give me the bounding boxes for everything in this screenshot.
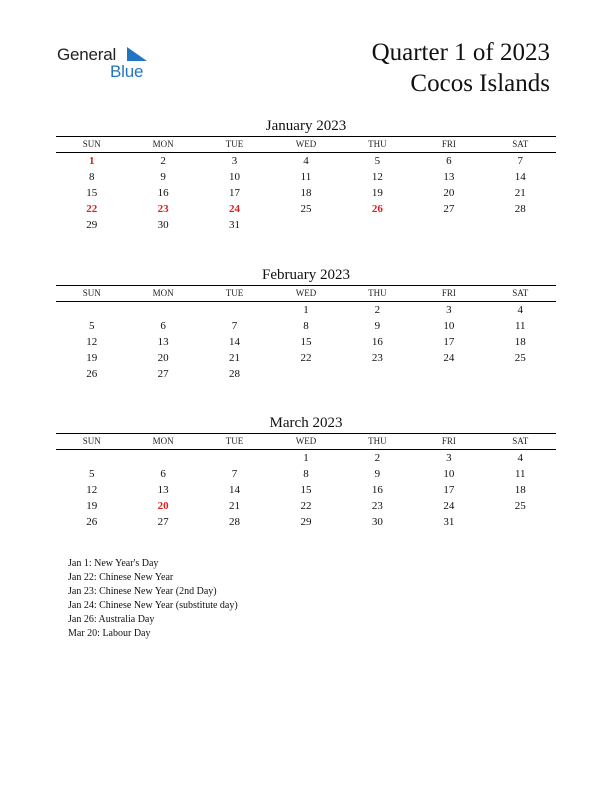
date-cell: 18: [514, 336, 526, 348]
date-cell: 21: [229, 352, 241, 364]
date-cell: 3: [446, 452, 452, 464]
date-cell: 24: [443, 500, 455, 512]
weekday-header: WED: [295, 436, 317, 446]
month-title: March 2023: [269, 415, 343, 431]
week-row: [56, 153, 556, 169]
holiday-date-cell: 23: [157, 203, 169, 215]
date-cell: 21: [229, 500, 241, 512]
date-cell: 27: [443, 203, 455, 215]
date-cell: 12: [86, 484, 98, 496]
date-cell: [56, 302, 127, 318]
date-cell: 16: [371, 484, 383, 496]
date-cell: 5: [374, 155, 381, 167]
date-cell: 17: [443, 484, 455, 496]
date-cell: [485, 514, 556, 530]
date-cell: 2: [374, 452, 381, 464]
date-cell: [199, 302, 270, 318]
date-cell: 22: [300, 500, 312, 512]
weekday-header: TUE: [225, 436, 244, 446]
weekday-header: THU: [368, 139, 387, 149]
weekday-header: SUN: [82, 139, 101, 149]
holiday-date-cell: 24: [229, 203, 241, 215]
date-cell: [127, 302, 198, 318]
date-cell: 8: [303, 320, 309, 332]
month-calendar-march: [56, 413, 556, 530]
date-cell: [199, 450, 270, 466]
date-cell: 19: [371, 187, 383, 199]
date-cell: 29: [300, 516, 312, 528]
holiday-date-cell: 20: [157, 500, 169, 512]
date-cell: 4: [303, 155, 309, 167]
weekday-header-row: [56, 286, 556, 302]
week-row: [56, 185, 556, 201]
holiday-date-cell: 22: [86, 203, 98, 215]
weekday-header: SUN: [82, 436, 101, 446]
date-cell: 1: [303, 452, 309, 464]
date-cell: 7: [231, 468, 238, 480]
month-calendar-january: [56, 116, 556, 233]
date-cell: [56, 450, 127, 466]
weekday-header: MON: [152, 436, 174, 446]
calendar-grid: [56, 433, 556, 530]
weekday-header: SAT: [512, 436, 529, 446]
holiday-item: Jan 26: Australia Day: [68, 614, 155, 626]
weekday-header: TUE: [225, 288, 244, 298]
date-cell: 3: [231, 155, 238, 167]
date-cell: 26: [86, 368, 98, 380]
date-cell: [485, 366, 556, 382]
date-cell: 12: [86, 336, 98, 348]
date-cell: [485, 217, 556, 233]
date-cell: 31: [443, 516, 455, 528]
date-cell: 8: [88, 171, 95, 183]
date-cell: 16: [371, 336, 383, 348]
date-cell: 7: [231, 320, 238, 332]
date-cell: 5: [88, 468, 95, 480]
date-cell: [342, 217, 413, 233]
weekday-header: THU: [368, 288, 387, 298]
weekday-header-row: [56, 434, 556, 450]
date-cell: 7: [517, 155, 523, 167]
week-row: [56, 169, 556, 185]
date-cell: 10: [443, 320, 455, 332]
week-row: [56, 366, 556, 382]
date-cell: 5: [88, 320, 95, 332]
date-cell: 30: [371, 516, 383, 528]
month-title: February 2023: [262, 267, 350, 283]
weekday-header: TUE: [225, 139, 244, 149]
weekday-header: SUN: [82, 288, 101, 298]
date-cell: 10: [229, 171, 241, 183]
header: [372, 37, 550, 99]
logo-text-general: General: [57, 45, 117, 64]
date-cell: 4: [517, 452, 523, 464]
date-cell: 21: [514, 187, 526, 199]
date-cell: 6: [160, 320, 166, 332]
date-cell: 13: [157, 484, 169, 496]
date-cell: 15: [86, 187, 98, 199]
week-row: [56, 482, 556, 498]
date-cell: 9: [374, 468, 381, 480]
date-cell: 11: [300, 171, 312, 183]
date-cell: 30: [157, 219, 169, 231]
date-cell: 20: [443, 187, 455, 199]
week-row: [56, 350, 556, 366]
date-cell: 23: [371, 500, 383, 512]
date-cell: 25: [514, 500, 526, 512]
holiday-item: Mar 20: Labour Day: [68, 628, 151, 640]
date-cell: 6: [446, 155, 452, 167]
weekday-header-row: [56, 137, 556, 153]
date-cell: 22: [300, 352, 312, 364]
date-cell: 11: [514, 320, 526, 332]
date-cell: 14: [229, 484, 241, 496]
weekday-header: THU: [368, 436, 387, 446]
date-cell: 27: [157, 368, 169, 380]
date-cell: 9: [160, 171, 166, 183]
date-cell: 28: [514, 203, 526, 215]
date-cell: 14: [229, 336, 241, 348]
weekday-header: WED: [295, 139, 317, 149]
weekday-header: FRI: [441, 139, 456, 149]
date-cell: [413, 217, 484, 233]
calendar-grid: [56, 136, 556, 233]
date-cell: 25: [300, 203, 312, 215]
date-cell: 2: [374, 304, 381, 316]
date-cell: 17: [443, 336, 455, 348]
weekday-header: MON: [152, 288, 174, 298]
date-cell: [413, 366, 484, 382]
date-cell: [342, 366, 413, 382]
month-calendar-february: [56, 265, 556, 382]
date-cell: 2: [160, 155, 166, 167]
date-cell: 10: [443, 468, 455, 480]
date-cell: 18: [514, 484, 526, 496]
date-cell: 28: [229, 368, 241, 380]
date-cell: 15: [300, 484, 312, 496]
date-cell: 3: [446, 304, 452, 316]
date-cell: 19: [86, 352, 98, 364]
page-subtitle: Cocos Islands: [410, 70, 550, 97]
date-cell: 29: [86, 219, 98, 231]
calendar-grid: [56, 285, 556, 382]
date-cell: 25: [514, 352, 526, 364]
weekday-header: MON: [152, 139, 174, 149]
logo-text-blue: Blue: [110, 62, 144, 81]
week-row: [56, 514, 556, 530]
date-cell: [270, 217, 341, 233]
date-cell: 12: [371, 171, 383, 183]
date-cell: 19: [86, 500, 98, 512]
week-row: [56, 201, 556, 217]
date-cell: 26: [86, 516, 98, 528]
date-cell: 24: [443, 352, 455, 364]
holiday-date-cell: 26: [371, 203, 383, 215]
week-row: [56, 302, 556, 318]
week-row: [56, 450, 556, 466]
date-cell: 16: [157, 187, 169, 199]
weekday-header: FRI: [441, 436, 456, 446]
date-cell: 20: [157, 352, 169, 364]
holiday-item: Jan 1: New Year's Day: [68, 558, 159, 569]
week-row: [56, 334, 556, 350]
date-cell: 6: [160, 468, 166, 480]
date-cell: 4: [517, 304, 523, 316]
date-cell: 31: [229, 219, 241, 231]
date-cell: 23: [371, 352, 383, 364]
holiday-item: Jan 24: Chinese New Year (substitute day): [68, 600, 238, 612]
holiday-item: Jan 22: Chinese New Year: [68, 572, 174, 584]
weekday-header: FRI: [441, 288, 456, 298]
weekday-header: SAT: [512, 288, 529, 298]
date-cell: 13: [443, 171, 455, 183]
week-row: [56, 318, 556, 334]
date-cell: 11: [514, 468, 526, 480]
holiday-list: [68, 557, 238, 642]
month-title: January 2023: [265, 118, 347, 134]
weekday-header: SAT: [512, 139, 529, 149]
date-cell: 8: [303, 468, 309, 480]
week-row: [56, 466, 556, 482]
page-title: Quarter 1 of 2023: [371, 39, 550, 66]
date-cell: 28: [229, 516, 241, 528]
logo-triangle-icon: [125, 46, 149, 62]
date-cell: 27: [157, 516, 169, 528]
date-cell: 9: [374, 320, 381, 332]
date-cell: [270, 366, 341, 382]
holiday-item: Jan 23: Chinese New Year (2nd Day): [68, 586, 217, 598]
date-cell: 13: [157, 336, 169, 348]
holiday-date-cell: 1: [88, 155, 95, 167]
date-cell: 1: [303, 304, 309, 316]
date-cell: [127, 450, 198, 466]
logo: [57, 42, 167, 82]
date-cell: 18: [300, 187, 312, 199]
date-cell: 17: [229, 187, 241, 199]
date-cell: 15: [300, 336, 312, 348]
week-row: [56, 498, 556, 514]
date-cell: 14: [514, 171, 526, 183]
weekday-header: WED: [295, 288, 317, 298]
week-row: [56, 217, 556, 233]
